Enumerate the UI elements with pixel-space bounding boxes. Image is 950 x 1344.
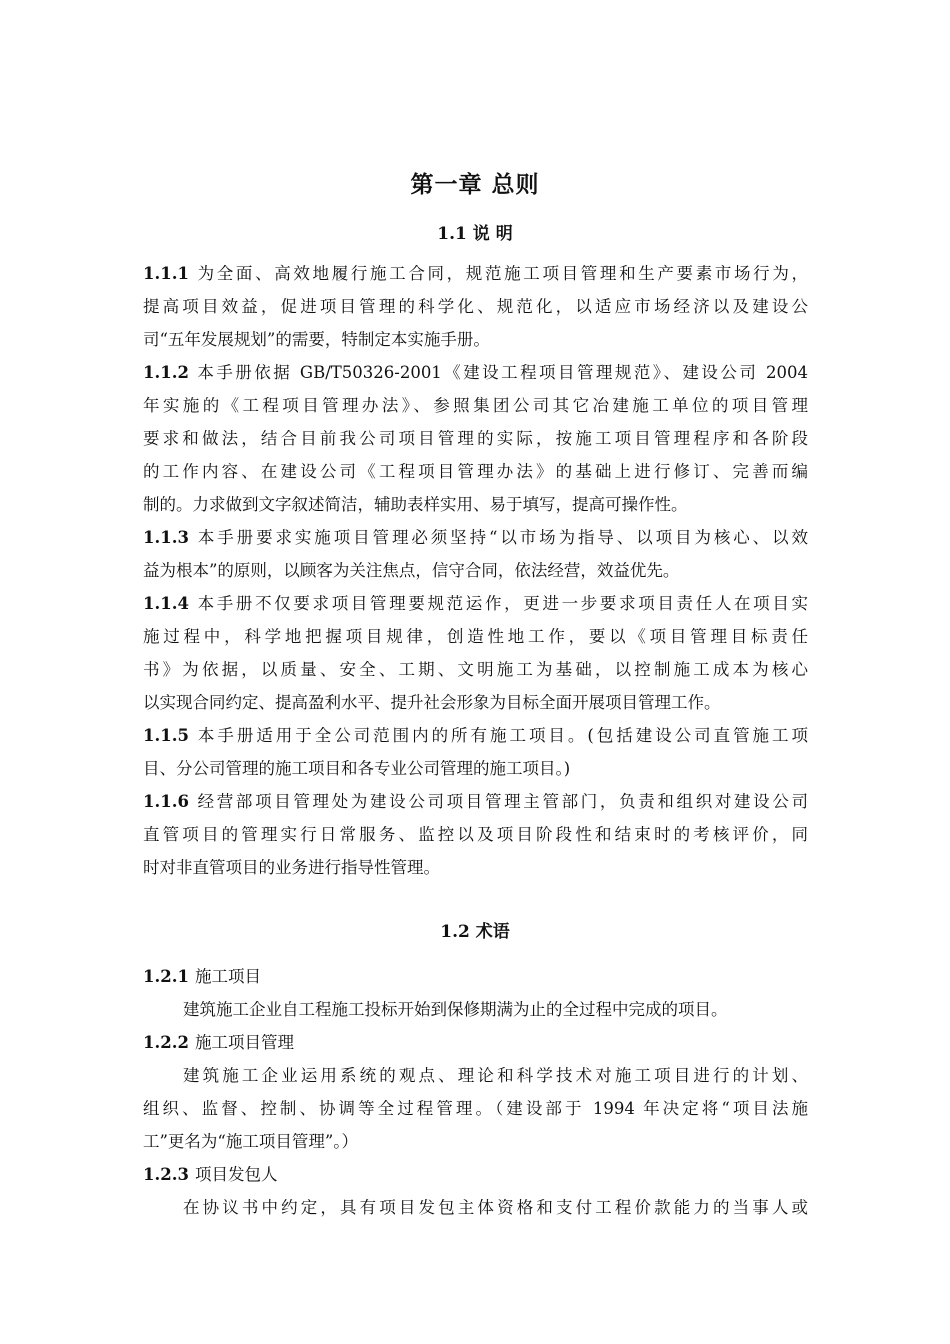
section-title-1-2: 1.2 术语	[440, 922, 510, 942]
term-name: 项目发包人	[194, 1165, 278, 1184]
clause-1-1-1	[143, 257, 808, 356]
clause-1-1-2	[143, 356, 808, 521]
text-line	[143, 719, 808, 752]
term-heading	[143, 1026, 808, 1059]
clause-text: 为全面、高效地履行施工合同，规范施工项目管理和生产要素市场行为，	[194, 264, 808, 283]
text-line: 的工作内容、在建设公司《工程项目管理办法》的基础上进行修订、完善而编	[143, 462, 808, 481]
term-1-2-1	[143, 960, 808, 1026]
text-line: 益为根本”的原则，以顾客为关注焦点，信守合同，依法经营，效益优先。	[143, 561, 680, 580]
clause-number: 1.1.4	[143, 594, 189, 613]
section-1-2-body	[143, 960, 808, 1224]
term-number: 1.2.3	[143, 1165, 189, 1184]
clause-text: 本手册不仅要求项目管理要规范运作，更进一步要求项目责任人在项目实	[194, 594, 808, 613]
term-name: 施工项目	[194, 967, 261, 986]
text-line: 司“五年发展规划”的需要，特制定本实施手册。	[143, 330, 490, 349]
term-definition-line: 建筑施工企业运用系统的观点、理论和科学技术对施工项目进行的计划、	[183, 1066, 808, 1085]
text-line: 提高项目效益，促进项目管理的科学化、规范化，以适应市场经济以及建设公	[143, 297, 808, 316]
term-heading	[143, 960, 808, 993]
text-line: 时对非直管项目的业务进行指导性管理。	[143, 858, 440, 877]
text-line: 以实现合同约定、提高盈利水平、提升社会形象为目标全面开展项目管理工作。	[143, 693, 721, 712]
term-definition-line: 建筑施工企业自工程施工投标开始到保修期满为止的全过程中完成的项目。	[183, 1000, 728, 1019]
text-line: 制的。力求做到文字叙述简洁，辅助表样实用、易于填写，提高可操作性。	[143, 495, 688, 514]
text-line: 书》为依据，以质量、安全、工期、文明施工为基础，以控制施工成本为核心	[143, 660, 808, 679]
term-1-2-3	[143, 1158, 808, 1224]
section-title-1-1: 1.1 说 明	[437, 224, 513, 244]
clause-1-1-4	[143, 587, 808, 719]
text-line	[143, 521, 808, 554]
text-line: 直管项目的管理实行日常服务、监控以及项目阶段性和结束时的考核评价，同	[143, 825, 808, 844]
clause-number: 1.1.3	[143, 528, 189, 547]
term-definition-line: 工”更名为“施工项目管理”。）	[143, 1132, 359, 1151]
term-1-2-2	[143, 1026, 808, 1158]
text-line: 要求和做法，结合目前我公司项目管理的实际，按施工项目管理程序和各阶段	[143, 429, 808, 448]
term-number: 1.2.2	[143, 1033, 189, 1052]
text-line: 年实施的《工程项目管理办法》、参照集团公司其它冶建施工单位的项目管理	[143, 396, 808, 415]
clause-text: 本手册要求实施项目管理必须坚持“以市场为指导、以项目为核心、以效	[194, 528, 808, 547]
chapter-title: 第一章 总则	[410, 172, 540, 198]
term-name: 施工项目管理	[194, 1033, 294, 1052]
clause-text: 经营部项目管理处为建设公司项目管理主管部门，负责和组织对建设公司	[194, 792, 808, 811]
text-line	[143, 785, 808, 818]
term-heading	[143, 1158, 808, 1191]
clause-1-1-6	[143, 785, 808, 884]
text-line	[143, 356, 808, 389]
text-line: 施过程中，科学地把握项目规律，创造性地工作，要以《项目管理目标责任	[143, 627, 808, 646]
clause-number: 1.1.5	[143, 726, 189, 745]
text-line	[143, 587, 808, 620]
text-line: 目、分公司管理的施工项目和各专业公司管理的施工项目。)	[143, 759, 571, 778]
section-1-1-body	[143, 257, 808, 884]
clause-number: 1.1.2	[143, 363, 189, 382]
term-definition-line: 在协议书中约定，具有项目发包主体资格和支付工程价款能力的当事人或	[183, 1198, 808, 1217]
text-line	[143, 257, 808, 290]
term-number: 1.2.1	[143, 967, 189, 986]
clause-text: 本手册适用于全公司范围内的所有施工项目。(包括建设公司直管施工项	[194, 726, 808, 745]
clause-text: 本手册依据 GB/T50326-2001《建设工程项目管理规范》、建设公司 2004	[194, 363, 808, 382]
clause-1-1-3	[143, 521, 808, 587]
term-definition-line: 组织、监督、控制、协调等全过程管理。（建设部于 1994 年决定将“项目法施	[143, 1099, 808, 1118]
clause-number: 1.1.6	[143, 792, 189, 811]
clause-number: 1.1.1	[143, 264, 189, 283]
clause-1-1-5	[143, 719, 808, 785]
